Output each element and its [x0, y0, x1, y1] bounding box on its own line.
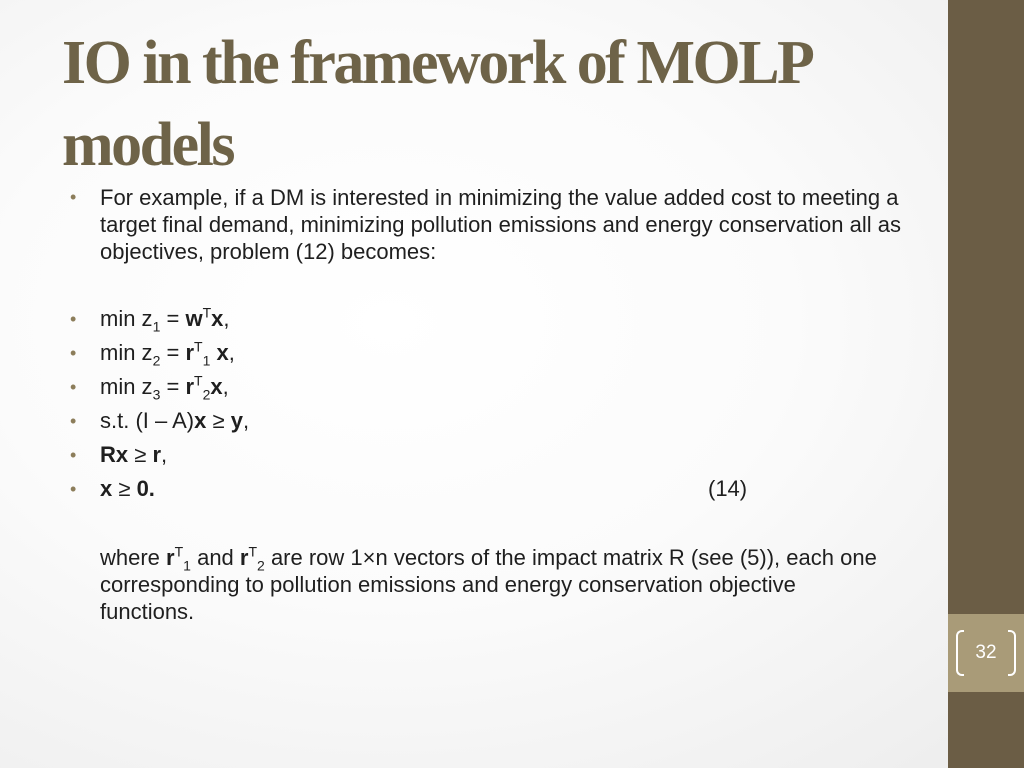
equation-objective-1 [70, 302, 930, 336]
eq4-geq: ≥ [206, 408, 231, 433]
eq2-equals: = [160, 340, 186, 365]
eq3-subscript: 3 [152, 386, 161, 403]
eq3-comma: , [222, 374, 229, 399]
where-r1: r [166, 545, 175, 570]
intro-paragraph [70, 184, 930, 265]
equation-objective-3 [70, 370, 930, 404]
where-paragraph [100, 544, 880, 625]
eq4-y: y [230, 408, 243, 433]
where-text-1: where [100, 545, 167, 570]
constraint-impact [70, 438, 930, 472]
eq2-lhs: min z [100, 340, 153, 365]
eq3-equals: = [160, 374, 186, 399]
eq1-equals: = [160, 306, 186, 331]
eq4-pre: s.t. (I – A) [100, 408, 195, 433]
eq2-comma: , [228, 340, 235, 365]
where-transpose-2: T [248, 543, 258, 560]
page-number-frame [956, 630, 1016, 676]
equation-objective-2 [70, 336, 930, 370]
eq2-r: r [185, 340, 194, 365]
eq5-comma: , [161, 442, 168, 467]
slide-content [70, 184, 930, 624]
equation-list [70, 302, 930, 506]
constraint-nonnegativity [70, 472, 930, 506]
eq3-r: r [185, 374, 194, 399]
eq3-lhs: min z [100, 374, 153, 399]
page-number: 32 [975, 642, 997, 663]
where-index-2: 2 [257, 557, 265, 574]
eq5-rx: Rx [100, 442, 129, 467]
bullet-icon: • [70, 309, 77, 329]
eq2-transpose: T [194, 338, 203, 355]
equation-number: (14) [708, 476, 748, 501]
constraint-demand [70, 404, 930, 438]
where-text-2: and [190, 545, 240, 570]
slide-title: IO in the framework of MOLP models [62, 29, 810, 179]
eq6-geq: ≥ [112, 476, 137, 501]
bullet-icon: • [70, 187, 77, 207]
eq2-x: x [210, 340, 229, 365]
eq6-x: x [100, 476, 113, 501]
bullet-icon: • [70, 445, 77, 465]
eq1-x: x [211, 306, 224, 331]
eq1-subscript: 1 [152, 318, 161, 335]
eq1-w: w [185, 306, 203, 331]
eq6-zero: 0. [136, 476, 155, 501]
bullet-icon: • [70, 343, 77, 363]
bullet-icon: • [70, 377, 77, 397]
eq1-comma: , [223, 306, 230, 331]
eq1-transpose: T [202, 304, 212, 321]
where-index-1: 1 [183, 557, 191, 574]
eq5-geq: ≥ [128, 442, 153, 467]
intro-text: For example, if a DM is interested in minimizing the value added cost to meeting a target final demand, minimizing pollution emissions and energy conservation all as objectives, problem (12) becomes: [100, 185, 901, 264]
where-r2: r [239, 545, 249, 570]
eq2-subscript: 2 [152, 352, 161, 369]
eq4-comma: , [242, 408, 250, 433]
bullet-icon: • [70, 411, 77, 431]
eq3-r-index: 2 [202, 386, 211, 403]
eq2-r-index: 1 [202, 352, 211, 369]
eq3-x: x [210, 374, 223, 399]
where-transpose-1: T [174, 543, 184, 560]
where-text-3: are row 1×n vectors of the impact matrix R (see (5)), each one corresponding to pollution emissions and energy conservation objective functions. [100, 545, 877, 624]
bullet-icon: • [70, 479, 77, 499]
eq5-r: r [152, 442, 161, 467]
eq1-lhs: min z [100, 306, 153, 331]
eq3-transpose: T [194, 372, 203, 389]
eq4-x: x [194, 408, 207, 433]
